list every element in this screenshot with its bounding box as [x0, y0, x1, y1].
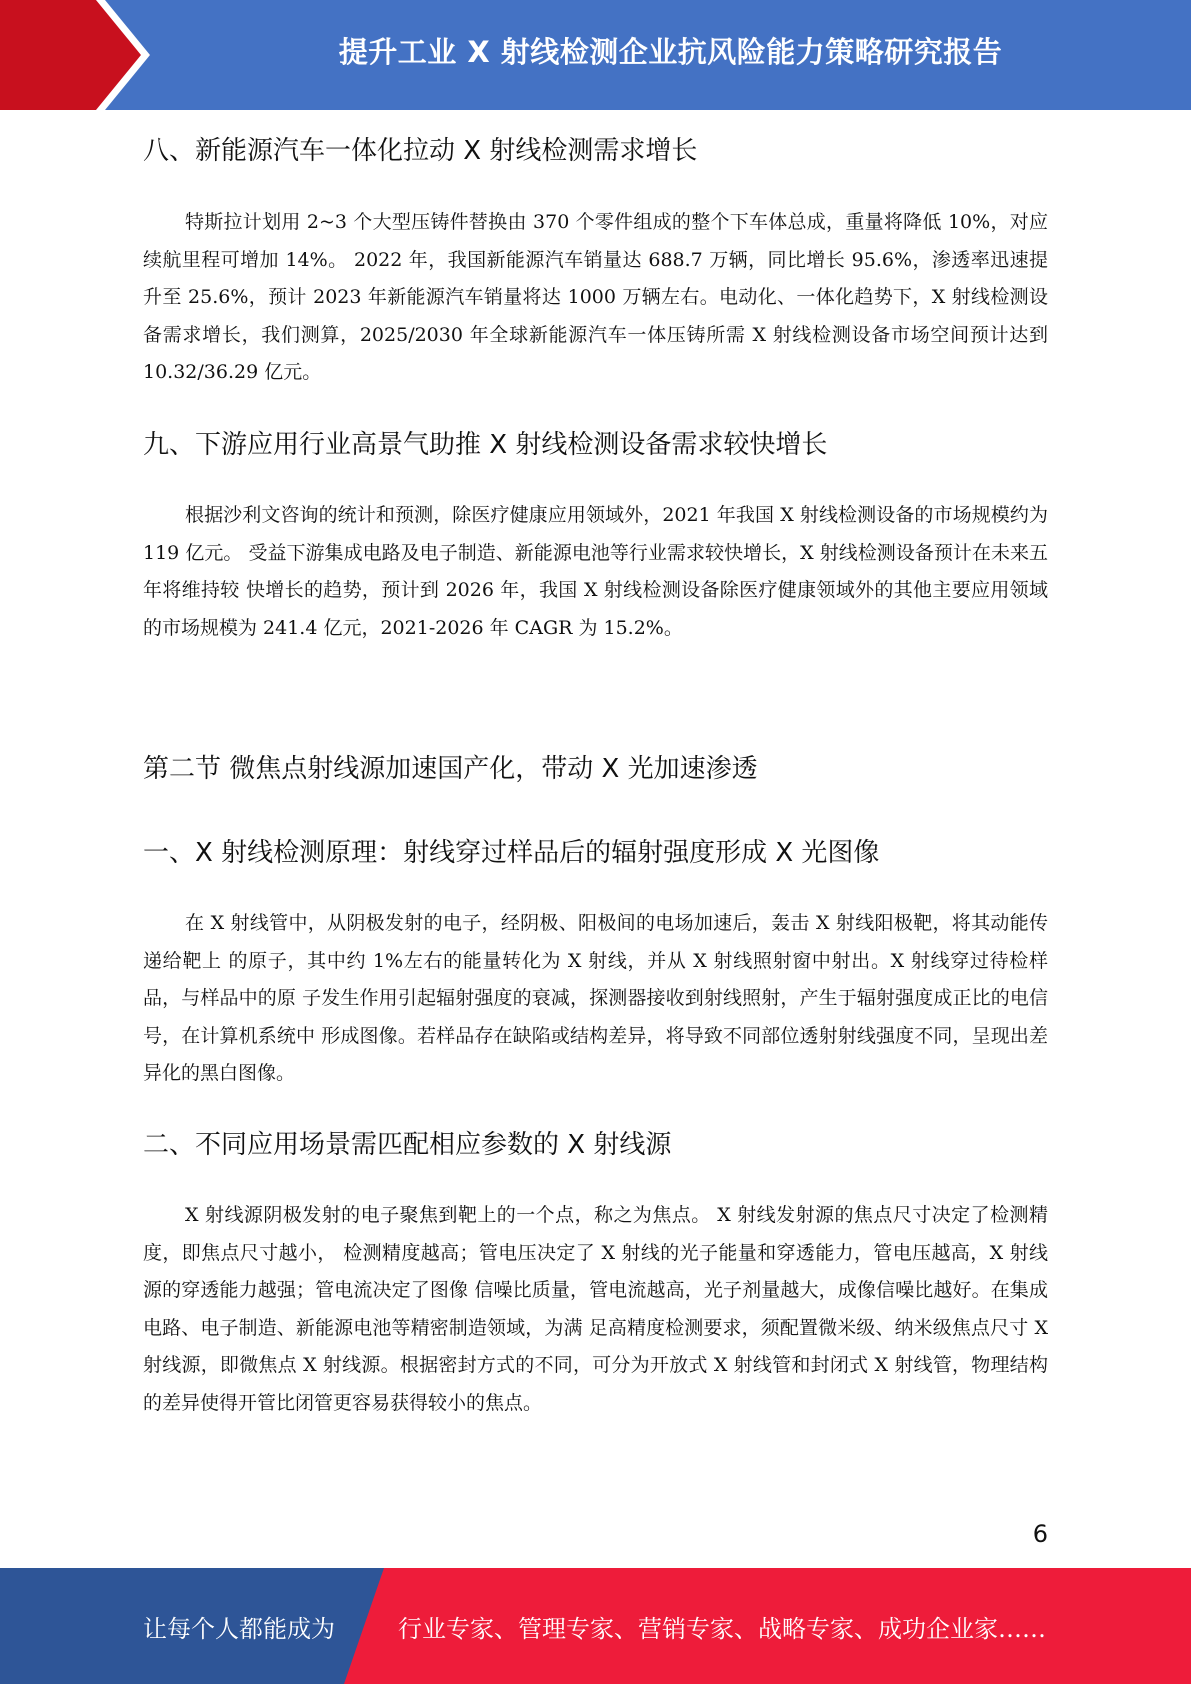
footer-slogan-left: 让每个人都能成为 — [143, 1614, 335, 1643]
page-number: 6 — [1032, 1520, 1048, 1548]
page-header — [0, 0, 1191, 110]
section-heading-8: 八、新能源汽车一体化拉动 X 射线检测需求增长 — [143, 136, 698, 166]
section-paragraph-8: 特斯拉计划用 2~3 个大型压铸件替换由 370 个零件组成的整个下车体总成，重量将降低 10%，对应续航里程可增加 14%。 2022 年，我国新能源汽车销量达 688.7 万辆，同比增长 95.6%，渗透率迅速提升至 25.6%，预计 2023 年新能源汽车销量将达 1000 万辆左右。电动化、一体化趋势下，X 射线检测设备需求增长，我们测算，2025/2030 年全球新能源汽车一体压铸所需 X 射线检测设备市场空间预计达到 10.32/36.29 亿元。 — [143, 211, 1048, 383]
section-paragraph-1: 在 X 射线管中，从阴极发射的电子，经阴极、阳极间的电场加速后，轰击 X 射线阳极靶，将其动能传递给靶上 的原子，其中约 1%左右的能量转化为 X 射线，并从 X 射线照射窗中射出。X 射线穿过待检样品，与样品中的原 子发生作用引起辐射强度的衰减，探测器接收到射线照射，产生于辐射强度成正比的电信号，在计算机系统中 形成图像。若样品存在缺陷或结构差异，将导致不同部位透射射线强度不同，呈现出差异化的黑白图像。 — [143, 912, 1048, 1084]
page-footer — [0, 1568, 1191, 1684]
section-paragraph-9: 根据沙利文咨询的统计和预测，除医疗健康应用领域外，2021 年我国 X 射线检测设备的市场规模约为 119 亿元。 受益下游集成电路及电子制造、新能源电池等行业需求较快增长，X 射线检测设备预计在未来五年将维持较 快增长的趋势，预计到 2026 年，我国 X 射线检测设备除医疗健康领域外的其他主要应用领域的市场规模为 241.4 亿元，2021-2026 年 CAGR 为 15.2%。 — [143, 504, 1048, 639]
section-heading-2: 二、不同应用场景需匹配相应参数的 X 射线源 — [143, 1130, 672, 1160]
section-heading-1: 一、X 射线检测原理：射线穿过样品后的辐射强度形成 X 光图像 — [143, 838, 880, 868]
section-paragraph-2: X 射线源阴极发射的电子聚焦到靶上的一个点，称之为焦点。 X 射线发射源的焦点尺寸决定了检测精度，即焦点尺寸越小， 检测精度越高；管电压决定了 X 射线的光子能量和穿透能力，管电压越高，X 射线源的穿透能力越强；管电流决定了图像 信噪比质量，管电流越高，光子剂量越大，成像信噪比越好。在集成电路、电子制造、新能源电池等精密制造领域，为满 足高精度检测要求，须配置微米级、纳米级焦点尺寸 X 射线源，即微焦点 X 射线源。根据密封方式的不同，可分为开放式 X 射线管和封闭式 X 射线管，物理结构的差异使得开管比闭管更容易获得较小的焦点。 — [143, 1204, 1048, 1414]
section-heading-9: 九、下游应用行业高景气助推 X 射线检测设备需求较快增长 — [143, 430, 828, 460]
header-red-arrow-decoration — [0, 0, 150, 110]
footer-slogan-right: 行业专家、管理专家、营销专家、战略专家、成功企业家…… — [398, 1614, 1046, 1643]
chapter-section-heading: 第二节 微焦点射线源加速国产化，带动 X 光加速渗透 — [143, 754, 758, 784]
report-title: 提升工业 X 射线检测企业抗风险能力策略研究报告 — [338, 34, 1003, 69]
